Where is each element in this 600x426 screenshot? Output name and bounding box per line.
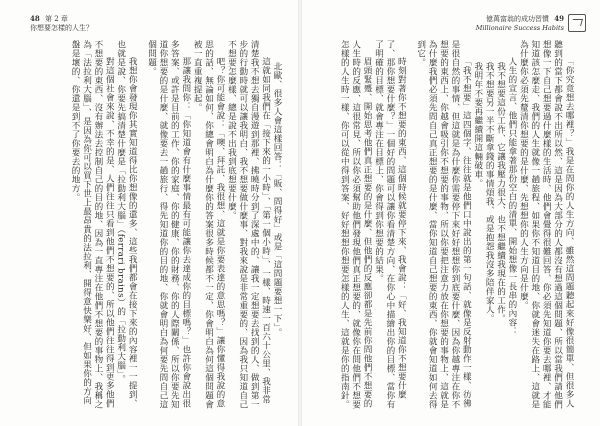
left-chapter-label: 第 2 章: [44, 15, 68, 23]
right-list-item: 我明年不要再繼續開這輛破車。: [472, 61, 483, 188]
right-paragraph: 時刻對著你不想要的東西、這個時候就要停下來、我會說：「好、我知道你不想要什麼了、那你想要什麼？」一個好的問題可以讓你看清楚方向、在你心中描繪出你的目標、當你有了明確的目標、就會專注在目標上、你會得到你想要的結果。: [373, 40, 407, 409]
right-book-subtitle: Millionaire Success Habits: [475, 24, 564, 32]
left-page-number: 48: [30, 14, 40, 23]
right-page: [302, 0, 600, 426]
left-paragraph: 對這個社會來說、不幸的是、人們往往只看到他們不想要的、所以他們往往得到更多他們不想要的東西、沒有辦法去控制自己的目的地、因為一直專注在他們不想要的事物上、我稱之為「法拉利大腦」、是因為你可以買下世上最昂貴的法拉利、開得意快樂好、但如果你的方向盤是壞的、你還是到不了你要去的地方。: [70, 40, 115, 409]
right-paragraph: 「你究竟想去哪裡？」我是在問你的人生方向、雖然這問題聽起來好像很簡單、但很多人聽到的當下都會說不出所以然、這是因為大部分的人都沒有想過這個問題、所以當我們請他們想像一下自己想要過什麼樣的生活時、他們會覺得很難回答、你必須先知道你要去哪裡、才能知道該怎麼走、我們的人生就像一趟旅程、如果你不知道目的地、你就會迷失在路上、這就是為什麼你必須先釐清你想要的是什麼、先想想你的人生方向是什麼。: [518, 40, 574, 409]
left-paragraph: 這就如同我們在「接下來的一小時」、「第一個小時」、一樣、時速一百六十公里、我非常清楚我不想去獨自漫遊到那裡、拂曉時分到了深處中的、讓我一定想要去找到的人、做到第一步的行動時就可以讓我明白、我不想要做什麼事、對我來說是非常重要的、因為我只知道自己不想要怎麼樣、總是說不出我到底想要什麼。: [226, 40, 271, 409]
right-paragraph: 「我不想要」這四個字、往往就是他們口中說出的第一句話、就像是反射動作一樣、彷彿是很自然的事情、但這就是為什麼你需要停下來好好想想你到底要什麼、因為你越專注在你不想要的東西上、你越會吸引你不想要的事物、所以你要把注意力放在你想要的事物上、這就是為什麼我們必須先問自己真正想要的是什麼、當你知道自己想要的東西、你就會知道如何去得到它。: [415, 40, 472, 409]
left-paragraph: 那讓我問你：「你知道會有什麼事情最有可能讓你去達成你的目標嗎？」也許你會說出很多答案、或許是目前的工作、你的家庭、你的健康、你的財務、你的人際關係、所以你要先知道你想要的是什麼、就像要去一趟旅行、得先知道你的目的地、你就會明白為何要先問自己這個問題。: [146, 40, 191, 409]
right-list-item: 我不想要另一半不斷拿錢的事情煩我、或是抱怨我沒多陪伴家人。: [484, 61, 495, 323]
publisher-logo-icon: [568, 14, 586, 32]
left-paragraph: 吧？你可能會說：「噢、拜託、我很想、這就是你要表達的意思嗎？」讓你懂得我說的意思的話、無論如何、你總會明白為什麼你的答案很多時候都不一定、你會明白為何這個問題會被一直重複提起。: [192, 40, 225, 409]
right-paragraph: 人生的宣言、他們只能拿著那份空白的清單、開始想像一長串的內容：: [506, 57, 517, 337]
right-page-body: [312, 40, 574, 412]
left-page: [0, 0, 298, 426]
left-page-header: [30, 14, 93, 33]
right-list-item: 我不想要這份工作、它讓我壓力很大、也不想繼續我現在的工作。: [495, 61, 506, 323]
left-paragraph: 北歐、很多人會這樣回答：「販、問得好」或是「這問題要想一下」。: [272, 61, 282, 337]
right-page-number: 49: [554, 14, 564, 23]
right-page-header: [476, 14, 564, 33]
left-paragraph: 我想你會發現你其實知道得比你想像的還多、這些我們都會在接下來的內容裡一一提到、也就是說、你要先搞清楚什麼是「拉動利大腦」（ferrari brains）的「拉動利大腦」。: [115, 40, 138, 409]
left-page-body: [24, 40, 282, 412]
right-paragraph: 眉頭緊蹙、開始思考他們真正想要的是什麼、但他們的反應卻都是先前你問他們不想要的人生時的反應、這很常見、所以你必須幫助他們發現他們真正想要的、就像你在問他們不想要怎樣的人生時一樣、你可以從中得到答案、好好想想你想要怎樣的人生、這就是你的指南針。: [339, 40, 373, 409]
left-chapter-title: 你想要怎樣的人生？: [30, 24, 93, 32]
right-book-title: 億萬富翁的成功習慣: [486, 15, 550, 23]
